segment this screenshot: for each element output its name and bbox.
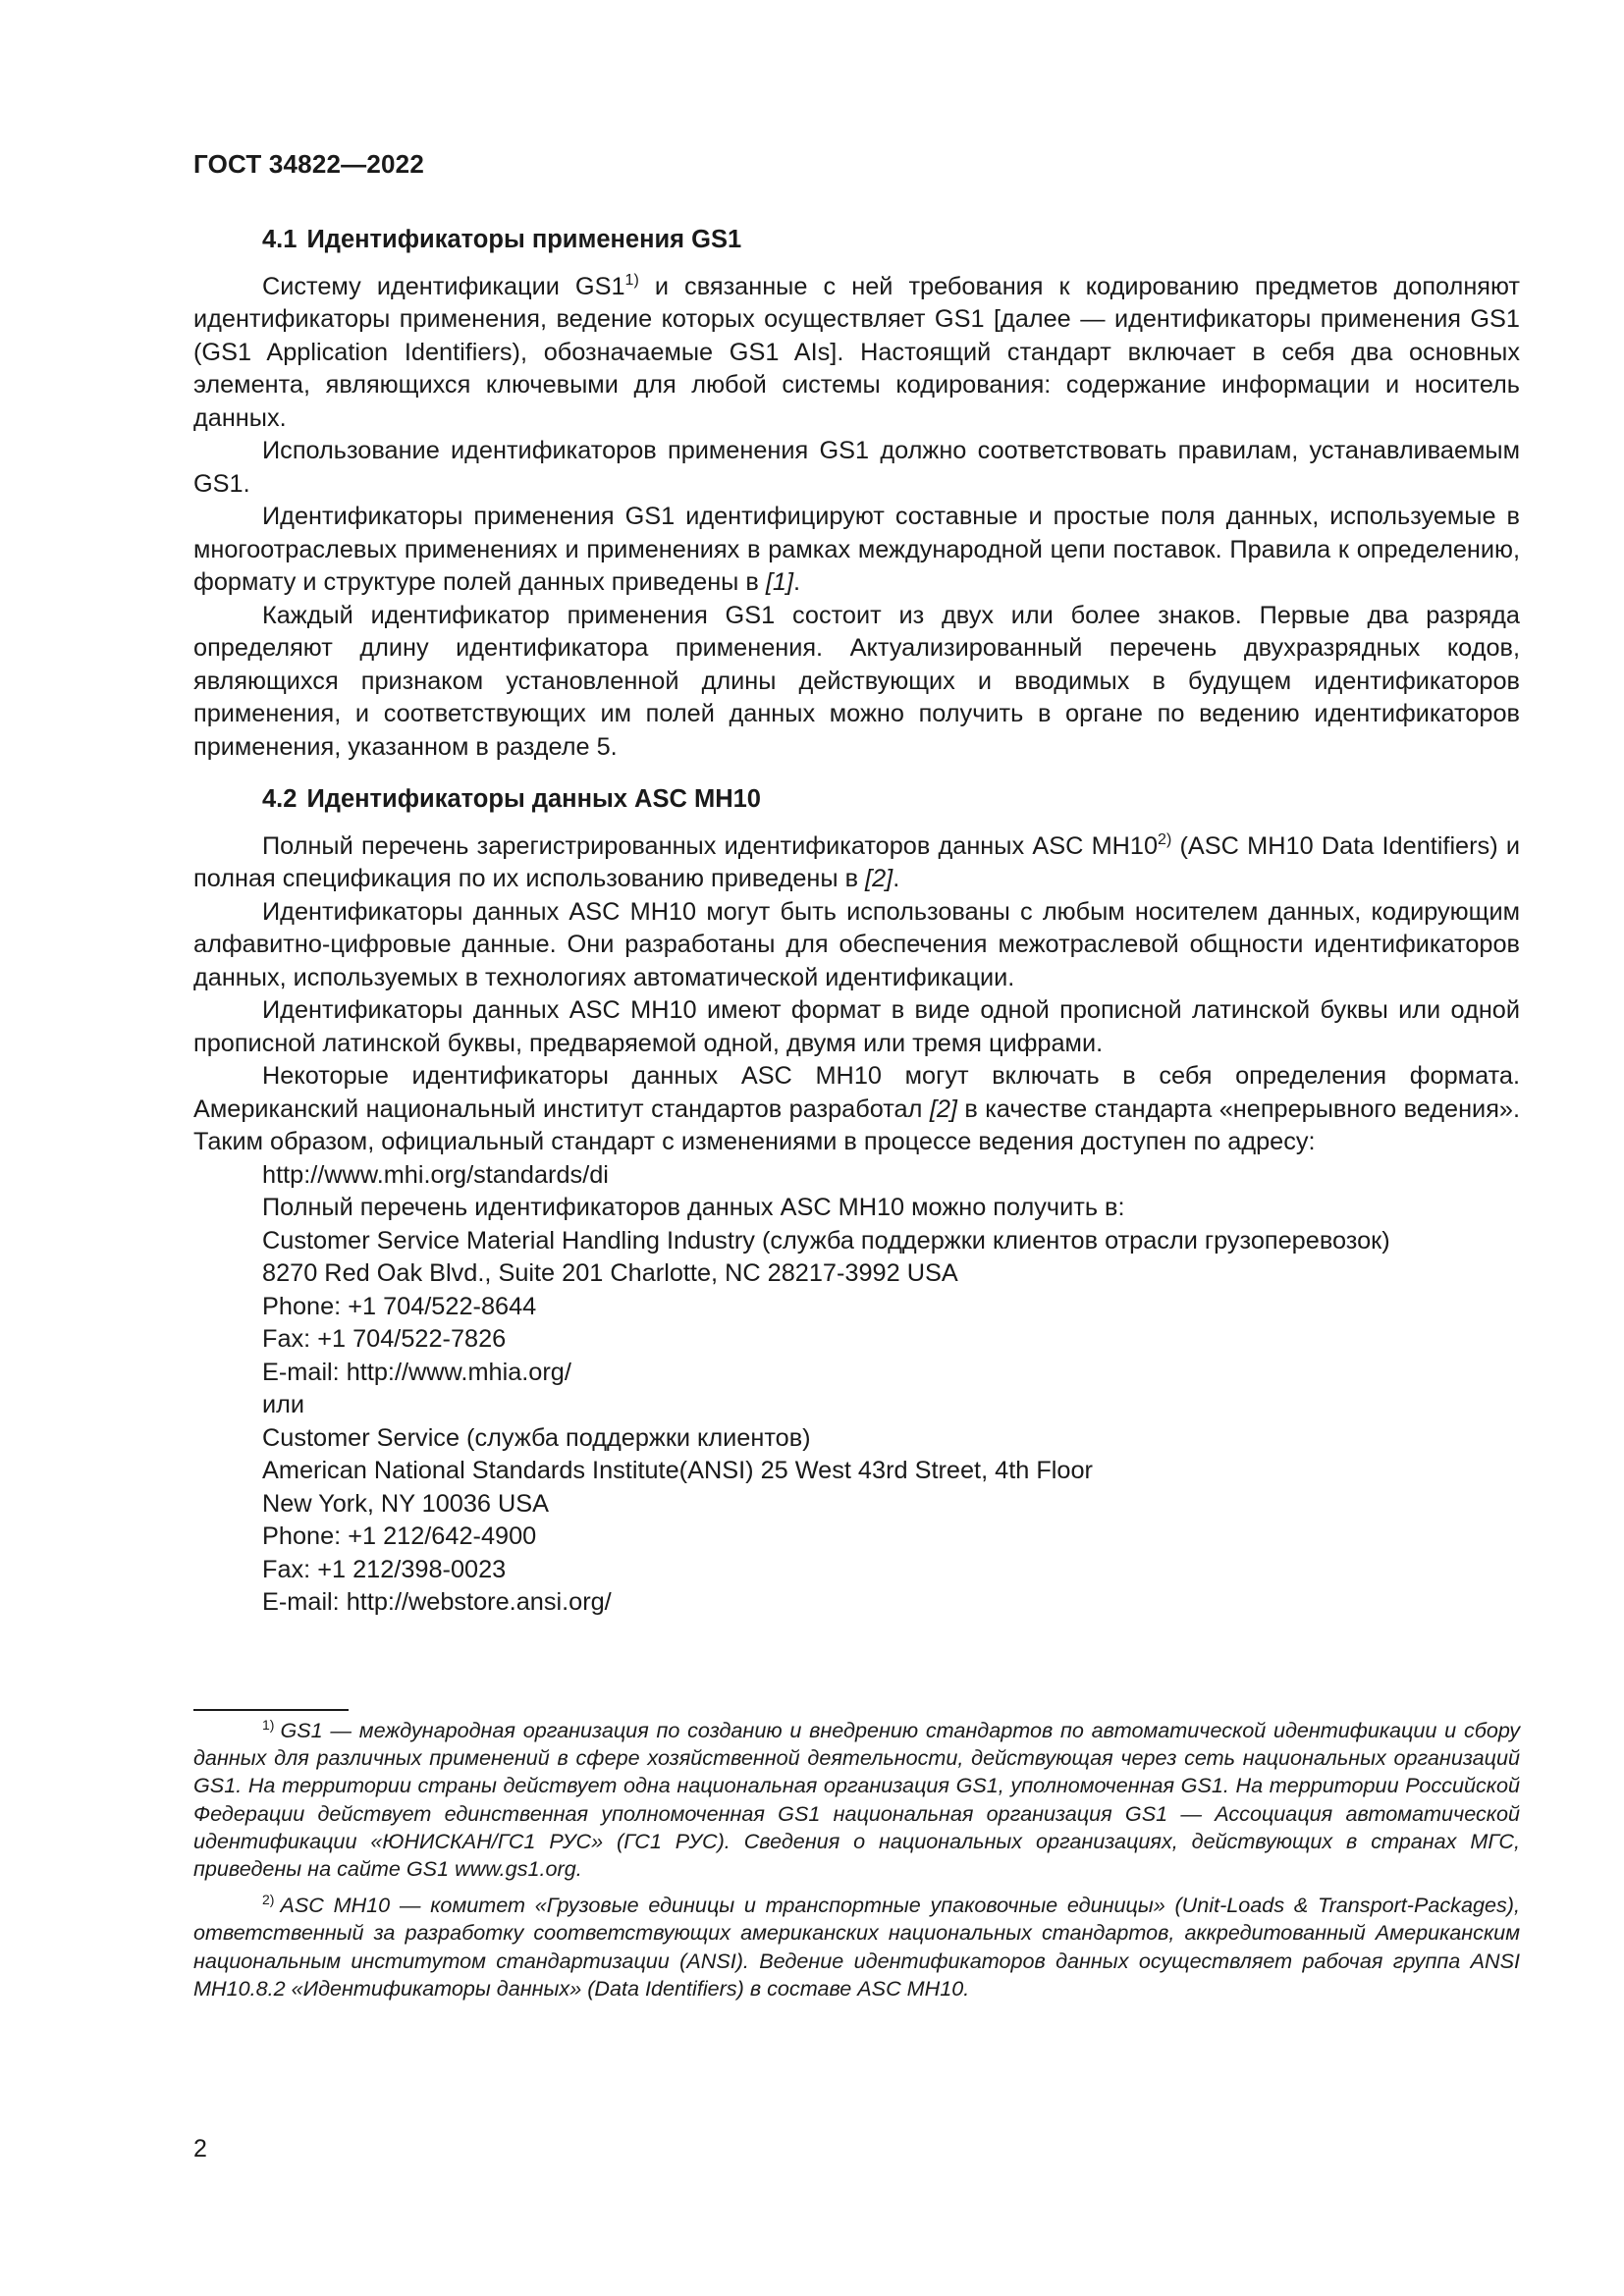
- contact-line: Полный перечень идентификаторов данных ASC MH10 можно получить в:: [262, 1194, 1125, 1221]
- footnotes: [193, 1709, 1520, 2011]
- section-4-1-heading: [193, 224, 1520, 257]
- footnote-mark: 1): [262, 1717, 275, 1733]
- main-content: [193, 224, 1520, 1620]
- section-title: Идентификаторы применения GS1: [306, 226, 742, 253]
- contact-line[interactable]: E-mail: http://www.mhia.org/: [262, 1358, 571, 1386]
- contact-line: или: [262, 1391, 305, 1418]
- paragraph-text: .: [793, 568, 801, 596]
- paragraph-text: (ASC MH10 Data Identifiers) и полная спецификация по их использованию приведены в: [193, 831, 1520, 892]
- contact-line: Phone: +1 704/522-8644: [262, 1292, 537, 1320]
- bibliography-ref[interactable]: [2]: [865, 865, 893, 892]
- paragraph-text: в качестве стандарта «непрерывного ведения». Таким образом, официальный стандарт с изменениями в процессе ведения доступен по адресу:: [193, 1095, 1520, 1155]
- footnote-text: ASC MH10 — комитет «Грузовые единицы и транспортные упаковочные единицы» (Unit-Loads & Transport-Packages), ответственный за разработку соответствующих американских национальных стандартов, аккредитованный Американским национальным институтом стандартизации (ANSI). Ведение идентификаторов данных осуществляет рабочая группа ANSI MH10.8.2 «Идентификаторы данных» (Data Identifiers) в составе ASC MH10.: [193, 1893, 1520, 2001]
- footnote-text: GS1 — международная организация по созданию и внедрению стандартов по автоматической идентификации и сбору данных для различных применений в сфере хозяйственной деятельности, действующая через сеть национальных организаций GS1. На территории страны действует одна национальная организация GS1, уполномоченная GS1. На территории Российской Федерации действует единственная уполномоченная GS1 национальная организация GS1 — Ассоциация автоматической идентификации «ЮНИСКАН/ГС1 РУС» (ГС1 РУС). Сведения о национальных организациях, действующих в странах МГС, приведены на сайте GS1 www.gs1.org.: [193, 1718, 1520, 1882]
- contact-line: Fax: +1 212/398-0023: [262, 1555, 507, 1583]
- contact-line: Customer Service Material Handling Industry (служба поддержки клиентов отрасли грузоперевозок): [262, 1226, 1390, 1255]
- contact-list: [193, 1159, 1520, 1620]
- footnote-ref-2[interactable]: 2): [1158, 830, 1172, 848]
- contact-line: Customer Service (служба поддержки клиентов): [262, 1423, 811, 1452]
- contact-line: 8270 Red Oak Blvd., Suite 201 Charlotte, NC 28217-3992 USA: [262, 1259, 958, 1287]
- bibliography-ref[interactable]: [1]: [765, 568, 793, 596]
- paragraph-text: и связанные с ней требования к кодированию предметов дополняют идентификаторы применения, ведение которых осуществляет GS1 [далее — идентификаторы применения GS1 (GS1 Application Identifiers), обозначаемые GS1 AIs]. Настоящий стандарт включает в себя два основных элемента, являющихся ключевыми для любой системы кодирования: содержание информации и носитель данных.: [193, 272, 1520, 432]
- paragraph: [193, 271, 1520, 436]
- page-number: 2: [193, 2135, 207, 2163]
- footnote-mark: 2): [262, 1892, 275, 1908]
- bibliography-ref[interactable]: [2]: [929, 1095, 957, 1123]
- paragraph: [193, 501, 1520, 600]
- section-number: 4.1: [262, 226, 298, 253]
- paragraph: Идентификаторы данных ASC MH10 могут быть использованы с любым носителем данных, кодирующим алфавитно-цифровые данные. Они разработаны для обеспечения межотраслевой общности идентификаторов данных, используемых в технологиях автоматической идентификации.: [193, 897, 1520, 991]
- document-code: ГОСТ 34822—2022: [193, 149, 424, 179]
- footnote-2: [193, 1892, 1520, 2002]
- paragraph: Идентификаторы данных ASC MH10 имеют формат в виде одной прописной латинской буквы или одной прописной латинской буквы, предваряемой одной, двумя или тремя цифрами.: [193, 996, 1520, 1057]
- contact-line: Phone: +1 212/642-4900: [262, 1522, 537, 1550]
- paragraph-text: .: [893, 865, 900, 892]
- paragraph-text: Полный перечень зарегистрированных идентификаторов данных ASC MH10: [262, 831, 1159, 860]
- paragraph-text: Некоторые идентификаторы данных ASC MH10 могут включать в себя определения формата. Американский национальный институт стандартов разработал: [193, 1062, 1520, 1123]
- paragraph: Использование идентификаторов применения GS1 должно соответствовать правилам, устанавливаемым GS1.: [193, 437, 1520, 498]
- contact-line: American National Standards Institute(ANSI) 25 West 43rd Street, 4th Floor: [262, 1457, 1093, 1484]
- paragraph: [193, 830, 1520, 896]
- paragraph: Каждый идентификатор применения GS1 состоит из двух или более знаков. Первые два разряда определяют длину идентификатора применения. Актуализированный перечень двухразрядных кодов, являющихся признаком установленной длины действующих и вводимых в будущем идентификаторов применения, и соответствующих им полей данных можно получить в органе по ведению идентификаторов применения, указанном в разделе 5.: [193, 601, 1520, 761]
- contact-line[interactable]: E-mail: http://webstore.ansi.org/: [262, 1588, 612, 1616]
- paragraph-text: Идентификаторы применения GS1 идентифицируют составные и простые поля данных, используемые в многоотраслевых применениях и применениях в рамках международной цепи поставок. Правила к определению, формату и структуре полей данных приведены в: [193, 503, 1520, 596]
- footnote-divider: [193, 1709, 349, 1711]
- contact-line[interactable]: http://www.mhi.org/standards/di: [262, 1160, 609, 1189]
- section-number: 4.2: [262, 785, 298, 813]
- contact-line: Fax: +1 704/522-7826: [262, 1325, 507, 1353]
- paragraph: [193, 1060, 1520, 1159]
- section-title: Идентификаторы данных ASC MH10: [306, 785, 761, 813]
- footnote-1: [193, 1717, 1520, 1883]
- section-4-2-heading: [193, 783, 1520, 817]
- contact-line: New York, NY 10036 USA: [262, 1489, 550, 1518]
- paragraph-text: Систему идентификации GS1: [262, 272, 625, 300]
- footnote-ref-1[interactable]: 1): [624, 271, 639, 289]
